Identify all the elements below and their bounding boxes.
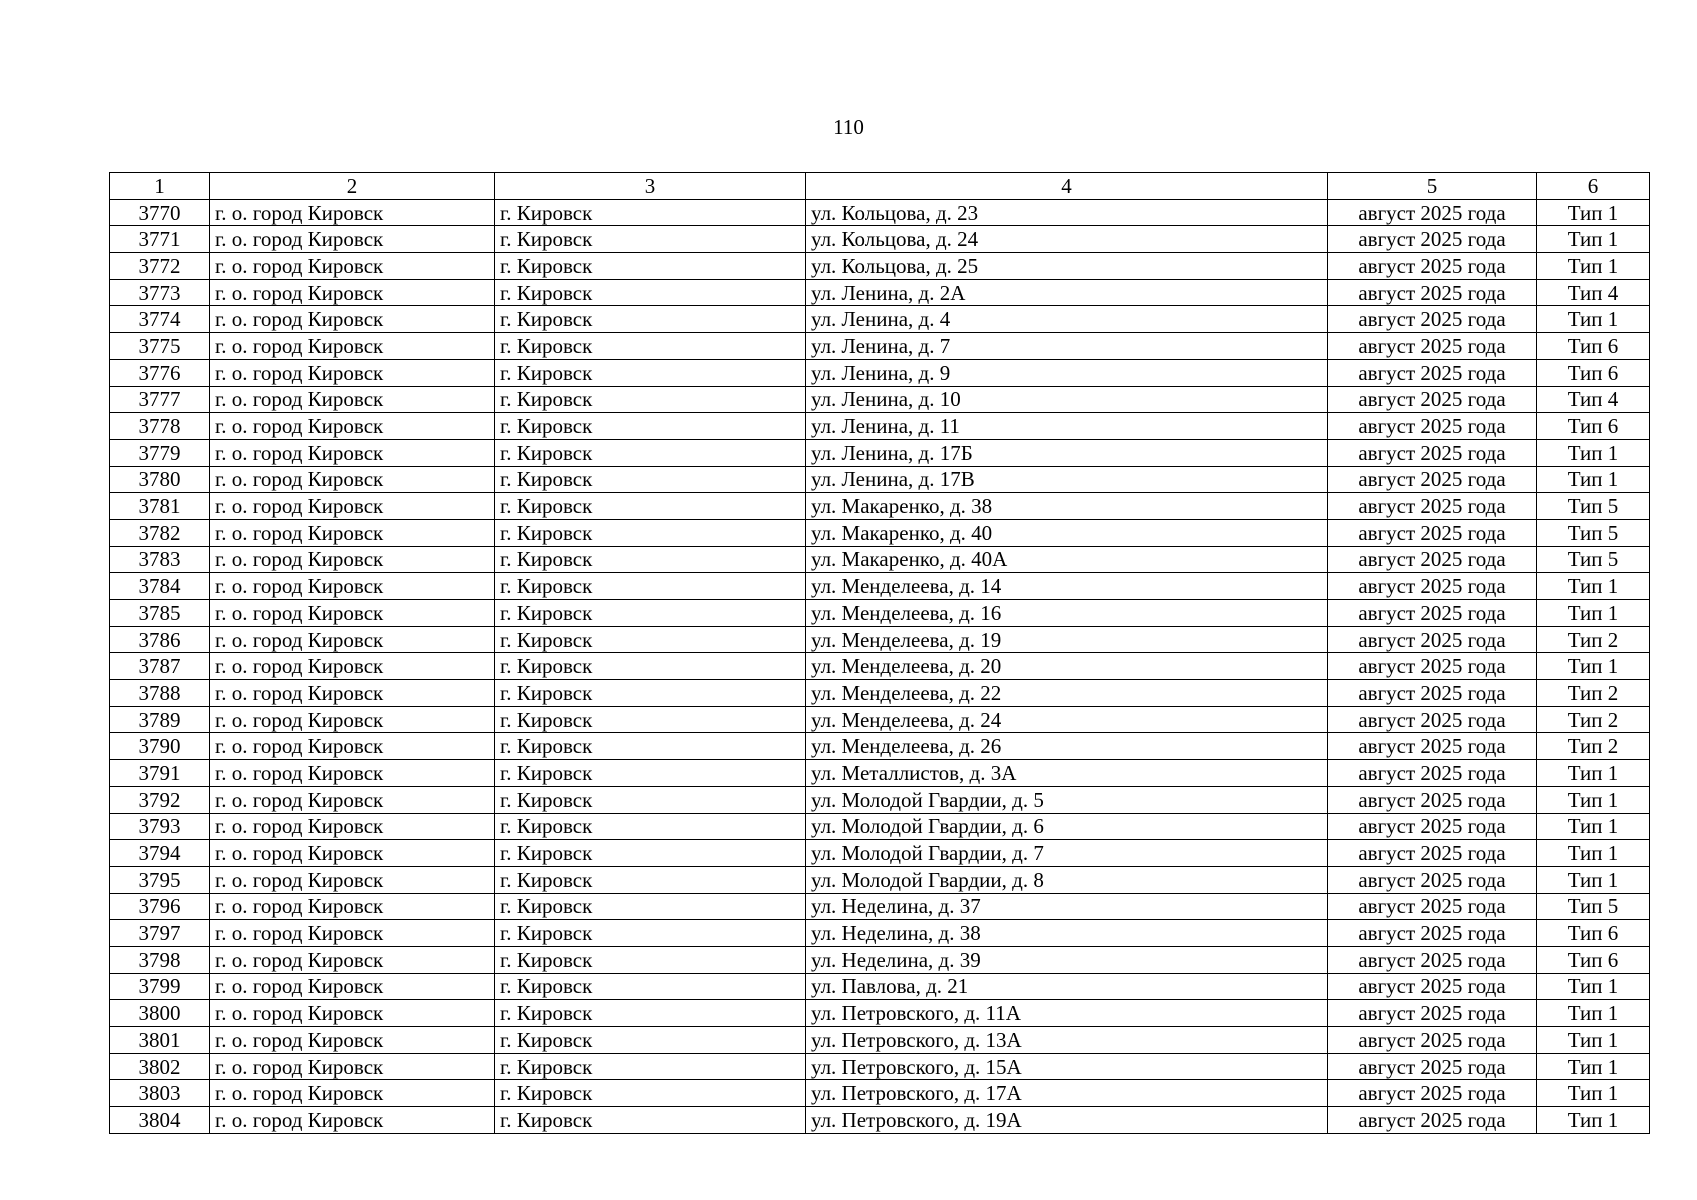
municipality-cell: г. о. город Кировск <box>210 893 495 920</box>
row-number-cell: 3803 <box>110 1080 210 1107</box>
type-cell: Тип 4 <box>1537 279 1650 306</box>
period-cell: август 2025 года <box>1328 1027 1537 1054</box>
table-row <box>110 813 1650 840</box>
table-row <box>110 786 1650 813</box>
row-number-cell: 3771 <box>110 226 210 253</box>
table-row <box>110 199 1650 226</box>
period-cell: август 2025 года <box>1328 333 1537 360</box>
municipality-cell: г. о. город Кировск <box>210 600 495 627</box>
settlement-cell: г. Кировск <box>495 600 806 627</box>
address-cell: ул. Макаренко, д. 40А <box>806 546 1328 573</box>
municipality-cell: г. о. город Кировск <box>210 493 495 520</box>
period-cell: август 2025 года <box>1328 386 1537 413</box>
address-cell: ул. Менделеева, д. 14 <box>806 573 1328 600</box>
address-cell: ул. Кольцова, д. 23 <box>806 199 1328 226</box>
row-number-cell: 3799 <box>110 973 210 1000</box>
row-number-cell: 3786 <box>110 626 210 653</box>
table-row <box>110 973 1650 1000</box>
row-number-cell: 3784 <box>110 573 210 600</box>
settlement-cell: г. Кировск <box>495 413 806 440</box>
address-cell: ул. Менделеева, д. 20 <box>806 653 1328 680</box>
row-number-cell: 3773 <box>110 279 210 306</box>
row-number-cell: 3804 <box>110 1107 210 1134</box>
table-row <box>110 573 1650 600</box>
municipality-cell: г. о. город Кировск <box>210 333 495 360</box>
settlement-cell: г. Кировск <box>495 466 806 493</box>
table-row <box>110 1080 1650 1107</box>
settlement-cell: г. Кировск <box>495 519 806 546</box>
table-row <box>110 1027 1650 1054</box>
table-row <box>110 546 1650 573</box>
table-row <box>110 653 1650 680</box>
municipality-cell: г. о. город Кировск <box>210 519 495 546</box>
period-cell: август 2025 года <box>1328 279 1537 306</box>
municipality-cell: г. о. город Кировск <box>210 253 495 280</box>
type-cell: Тип 2 <box>1537 626 1650 653</box>
address-cell: ул. Павлова, д. 21 <box>806 973 1328 1000</box>
period-cell: август 2025 года <box>1328 813 1537 840</box>
settlement-cell: г. Кировск <box>495 840 806 867</box>
table-row <box>110 733 1650 760</box>
period-cell: август 2025 года <box>1328 1080 1537 1107</box>
period-cell: август 2025 года <box>1328 866 1537 893</box>
period-cell: август 2025 года <box>1328 573 1537 600</box>
table-row <box>110 840 1650 867</box>
address-cell: ул. Молодой Гвардии, д. 7 <box>806 840 1328 867</box>
municipality-cell: г. о. город Кировск <box>210 760 495 787</box>
page-number: 110 <box>833 115 864 139</box>
row-number-cell: 3800 <box>110 1000 210 1027</box>
table-row <box>110 306 1650 333</box>
table-row <box>110 226 1650 253</box>
row-number-cell: 3782 <box>110 519 210 546</box>
municipality-cell: г. о. город Кировск <box>210 226 495 253</box>
settlement-cell: г. Кировск <box>495 653 806 680</box>
municipality-cell: г. о. город Кировск <box>210 786 495 813</box>
municipality-cell: г. о. город Кировск <box>210 1107 495 1134</box>
period-cell: август 2025 года <box>1328 493 1537 520</box>
table-row <box>110 413 1650 440</box>
row-number-cell: 3776 <box>110 359 210 386</box>
address-cell: ул. Менделеева, д. 19 <box>806 626 1328 653</box>
municipality-cell: г. о. город Кировск <box>210 546 495 573</box>
settlement-cell: г. Кировск <box>495 226 806 253</box>
municipality-cell: г. о. город Кировск <box>210 973 495 1000</box>
type-cell: Тип 1 <box>1537 1027 1650 1054</box>
type-cell: Тип 1 <box>1537 1080 1650 1107</box>
period-cell: август 2025 года <box>1328 199 1537 226</box>
table-header-row <box>110 173 1650 200</box>
type-cell: Тип 5 <box>1537 546 1650 573</box>
period-cell: август 2025 года <box>1328 680 1537 707</box>
period-cell: август 2025 года <box>1328 306 1537 333</box>
address-cell: ул. Петровского, д. 11А <box>806 1000 1328 1027</box>
type-cell: Тип 6 <box>1537 413 1650 440</box>
table-row <box>110 279 1650 306</box>
address-cell: ул. Ленина, д. 2А <box>806 279 1328 306</box>
column-header-3: 3 <box>495 173 806 200</box>
table-row <box>110 1053 1650 1080</box>
row-number-cell: 3798 <box>110 946 210 973</box>
municipality-cell: г. о. город Кировск <box>210 1027 495 1054</box>
period-cell: август 2025 года <box>1328 946 1537 973</box>
period-cell: август 2025 года <box>1328 466 1537 493</box>
row-number-cell: 3789 <box>110 706 210 733</box>
table-row <box>110 253 1650 280</box>
table-row <box>110 626 1650 653</box>
column-header-6: 6 <box>1537 173 1650 200</box>
period-cell: август 2025 года <box>1328 1053 1537 1080</box>
period-cell: август 2025 года <box>1328 519 1537 546</box>
settlement-cell: г. Кировск <box>495 706 806 733</box>
table-row <box>110 439 1650 466</box>
municipality-cell: г. о. город Кировск <box>210 946 495 973</box>
address-cell: ул. Менделеева, д. 16 <box>806 600 1328 627</box>
table-row <box>110 466 1650 493</box>
period-cell: август 2025 года <box>1328 546 1537 573</box>
period-cell: август 2025 года <box>1328 1107 1537 1134</box>
table-row <box>110 893 1650 920</box>
row-number-cell: 3797 <box>110 920 210 947</box>
type-cell: Тип 1 <box>1537 199 1650 226</box>
settlement-cell: г. Кировск <box>495 1080 806 1107</box>
table-row <box>110 519 1650 546</box>
municipality-cell: г. о. город Кировск <box>210 1053 495 1080</box>
period-cell: август 2025 года <box>1328 626 1537 653</box>
row-number-cell: 3772 <box>110 253 210 280</box>
type-cell: Тип 6 <box>1537 920 1650 947</box>
column-header-2: 2 <box>210 173 495 200</box>
settlement-cell: г. Кировск <box>495 333 806 360</box>
address-cell: ул. Ленина, д. 4 <box>806 306 1328 333</box>
period-cell: август 2025 года <box>1328 706 1537 733</box>
period-cell: август 2025 года <box>1328 600 1537 627</box>
address-cell: ул. Петровского, д. 17А <box>806 1080 1328 1107</box>
row-number-cell: 3791 <box>110 760 210 787</box>
row-number-cell: 3781 <box>110 493 210 520</box>
table-row <box>110 866 1650 893</box>
row-number-cell: 3787 <box>110 653 210 680</box>
table-row <box>110 333 1650 360</box>
settlement-cell: г. Кировск <box>495 866 806 893</box>
table-row <box>110 1000 1650 1027</box>
address-cell: ул. Неделина, д. 37 <box>806 893 1328 920</box>
settlement-cell: г. Кировск <box>495 680 806 707</box>
row-number-cell: 3778 <box>110 413 210 440</box>
type-cell: Тип 5 <box>1537 519 1650 546</box>
address-cell: ул. Петровского, д. 13А <box>806 1027 1328 1054</box>
column-header-1: 1 <box>110 173 210 200</box>
address-cell: ул. Ленина, д. 10 <box>806 386 1328 413</box>
period-cell: август 2025 года <box>1328 253 1537 280</box>
municipality-cell: г. о. город Кировск <box>210 813 495 840</box>
municipality-cell: г. о. город Кировск <box>210 279 495 306</box>
municipality-cell: г. о. город Кировск <box>210 680 495 707</box>
type-cell: Тип 5 <box>1537 893 1650 920</box>
type-cell: Тип 5 <box>1537 493 1650 520</box>
table-row <box>110 760 1650 787</box>
address-cell: ул. Менделеева, д. 22 <box>806 680 1328 707</box>
municipality-cell: г. о. город Кировск <box>210 1080 495 1107</box>
row-number-cell: 3774 <box>110 306 210 333</box>
type-cell: Тип 1 <box>1537 653 1650 680</box>
address-cell: ул. Молодой Гвардии, д. 5 <box>806 786 1328 813</box>
settlement-cell: г. Кировск <box>495 1000 806 1027</box>
table-row <box>110 1107 1650 1134</box>
period-cell: август 2025 года <box>1328 786 1537 813</box>
type-cell: Тип 2 <box>1537 733 1650 760</box>
settlement-cell: г. Кировск <box>495 573 806 600</box>
row-number-cell: 3785 <box>110 600 210 627</box>
settlement-cell: г. Кировск <box>495 199 806 226</box>
address-cell: ул. Ленина, д. 17В <box>806 466 1328 493</box>
table-row <box>110 493 1650 520</box>
municipality-cell: г. о. город Кировск <box>210 866 495 893</box>
settlement-cell: г. Кировск <box>495 493 806 520</box>
municipality-cell: г. о. город Кировск <box>210 653 495 680</box>
type-cell: Тип 1 <box>1537 226 1650 253</box>
table-body <box>110 199 1650 1133</box>
municipality-cell: г. о. город Кировск <box>210 706 495 733</box>
type-cell: Тип 1 <box>1537 600 1650 627</box>
municipality-cell: г. о. город Кировск <box>210 733 495 760</box>
type-cell: Тип 1 <box>1537 786 1650 813</box>
address-cell: ул. Неделина, д. 39 <box>806 946 1328 973</box>
type-cell: Тип 1 <box>1537 1000 1650 1027</box>
municipality-cell: г. о. город Кировск <box>210 840 495 867</box>
settlement-cell: г. Кировск <box>495 733 806 760</box>
settlement-cell: г. Кировск <box>495 813 806 840</box>
address-cell: ул. Металлистов, д. 3А <box>806 760 1328 787</box>
table-row <box>110 386 1650 413</box>
address-cell: ул. Макаренко, д. 40 <box>806 519 1328 546</box>
address-cell: ул. Ленина, д. 11 <box>806 413 1328 440</box>
period-cell: август 2025 года <box>1328 893 1537 920</box>
type-cell: Тип 1 <box>1537 760 1650 787</box>
settlement-cell: г. Кировск <box>495 1107 806 1134</box>
type-cell: Тип 1 <box>1537 439 1650 466</box>
period-cell: август 2025 года <box>1328 760 1537 787</box>
address-cell: ул. Ленина, д. 7 <box>806 333 1328 360</box>
settlement-cell: г. Кировск <box>495 1027 806 1054</box>
period-cell: август 2025 года <box>1328 840 1537 867</box>
address-cell: ул. Петровского, д. 19А <box>806 1107 1328 1134</box>
address-cell: ул. Менделеева, д. 24 <box>806 706 1328 733</box>
row-number-cell: 3775 <box>110 333 210 360</box>
type-cell: Тип 1 <box>1537 253 1650 280</box>
type-cell: Тип 1 <box>1537 306 1650 333</box>
period-cell: август 2025 года <box>1328 920 1537 947</box>
type-cell: Тип 1 <box>1537 1107 1650 1134</box>
type-cell: Тип 1 <box>1537 466 1650 493</box>
row-number-cell: 3801 <box>110 1027 210 1054</box>
data-table <box>109 172 1650 1134</box>
municipality-cell: г. о. город Кировск <box>210 626 495 653</box>
type-cell: Тип 4 <box>1537 386 1650 413</box>
type-cell: Тип 1 <box>1537 813 1650 840</box>
settlement-cell: г. Кировск <box>495 359 806 386</box>
table-row <box>110 600 1650 627</box>
row-number-cell: 3783 <box>110 546 210 573</box>
row-number-cell: 3792 <box>110 786 210 813</box>
type-cell: Тип 1 <box>1537 866 1650 893</box>
type-cell: Тип 6 <box>1537 946 1650 973</box>
settlement-cell: г. Кировск <box>495 626 806 653</box>
period-cell: август 2025 года <box>1328 413 1537 440</box>
settlement-cell: г. Кировск <box>495 760 806 787</box>
type-cell: Тип 1 <box>1537 573 1650 600</box>
row-number-cell: 3795 <box>110 866 210 893</box>
settlement-cell: г. Кировск <box>495 546 806 573</box>
period-cell: август 2025 года <box>1328 733 1537 760</box>
address-cell: ул. Макаренко, д. 38 <box>806 493 1328 520</box>
row-number-cell: 3793 <box>110 813 210 840</box>
row-number-cell: 3796 <box>110 893 210 920</box>
row-number-cell: 3770 <box>110 199 210 226</box>
address-cell: ул. Ленина, д. 9 <box>806 359 1328 386</box>
type-cell: Тип 6 <box>1537 359 1650 386</box>
settlement-cell: г. Кировск <box>495 1053 806 1080</box>
municipality-cell: г. о. город Кировск <box>210 920 495 947</box>
municipality-cell: г. о. город Кировск <box>210 306 495 333</box>
municipality-cell: г. о. город Кировск <box>210 413 495 440</box>
address-cell: ул. Кольцова, д. 24 <box>806 226 1328 253</box>
period-cell: август 2025 года <box>1328 653 1537 680</box>
type-cell: Тип 1 <box>1537 973 1650 1000</box>
period-cell: август 2025 года <box>1328 439 1537 466</box>
address-cell: ул. Неделина, д. 38 <box>806 920 1328 947</box>
address-cell: ул. Кольцова, д. 25 <box>806 253 1328 280</box>
municipality-cell: г. о. город Кировск <box>210 1000 495 1027</box>
table-row <box>110 920 1650 947</box>
address-cell: ул. Молодой Гвардии, д. 8 <box>806 866 1328 893</box>
municipality-cell: г. о. город Кировск <box>210 573 495 600</box>
period-cell: август 2025 года <box>1328 1000 1537 1027</box>
table-row <box>110 359 1650 386</box>
row-number-cell: 3780 <box>110 466 210 493</box>
municipality-cell: г. о. город Кировск <box>210 386 495 413</box>
address-cell: ул. Петровского, д. 15А <box>806 1053 1328 1080</box>
municipality-cell: г. о. город Кировск <box>210 439 495 466</box>
settlement-cell: г. Кировск <box>495 920 806 947</box>
municipality-cell: г. о. город Кировск <box>210 199 495 226</box>
settlement-cell: г. Кировск <box>495 386 806 413</box>
type-cell: Тип 1 <box>1537 840 1650 867</box>
settlement-cell: г. Кировск <box>495 973 806 1000</box>
row-number-cell: 3777 <box>110 386 210 413</box>
settlement-cell: г. Кировск <box>495 893 806 920</box>
column-header-4: 4 <box>806 173 1328 200</box>
row-number-cell: 3802 <box>110 1053 210 1080</box>
address-cell: ул. Ленина, д. 17Б <box>806 439 1328 466</box>
table-row <box>110 680 1650 707</box>
type-cell: Тип 2 <box>1537 680 1650 707</box>
table-row <box>110 706 1650 733</box>
municipality-cell: г. о. город Кировск <box>210 359 495 386</box>
period-cell: август 2025 года <box>1328 973 1537 1000</box>
table-row <box>110 946 1650 973</box>
type-cell: Тип 1 <box>1537 1053 1650 1080</box>
period-cell: август 2025 года <box>1328 226 1537 253</box>
type-cell: Тип 6 <box>1537 333 1650 360</box>
type-cell: Тип 2 <box>1537 706 1650 733</box>
settlement-cell: г. Кировск <box>495 786 806 813</box>
row-number-cell: 3794 <box>110 840 210 867</box>
row-number-cell: 3788 <box>110 680 210 707</box>
settlement-cell: г. Кировск <box>495 279 806 306</box>
settlement-cell: г. Кировск <box>495 253 806 280</box>
column-header-5: 5 <box>1328 173 1537 200</box>
settlement-cell: г. Кировск <box>495 306 806 333</box>
row-number-cell: 3790 <box>110 733 210 760</box>
municipality-cell: г. о. город Кировск <box>210 466 495 493</box>
settlement-cell: г. Кировск <box>495 946 806 973</box>
address-cell: ул. Молодой Гвардии, д. 6 <box>806 813 1328 840</box>
period-cell: август 2025 года <box>1328 359 1537 386</box>
address-cell: ул. Менделеева, д. 26 <box>806 733 1328 760</box>
row-number-cell: 3779 <box>110 439 210 466</box>
settlement-cell: г. Кировск <box>495 439 806 466</box>
